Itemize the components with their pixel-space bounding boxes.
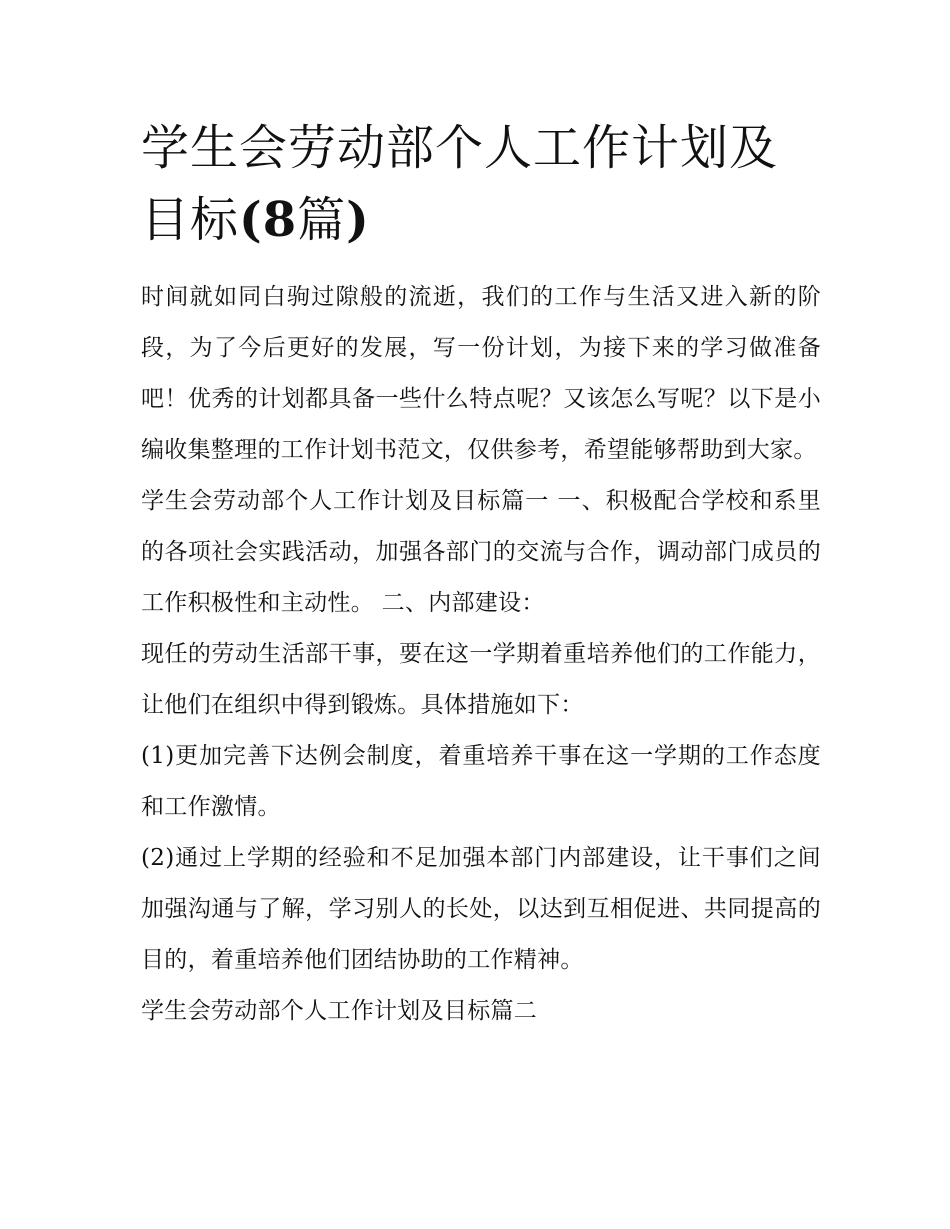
paragraph-section-one: 学生会劳动部个人工作计划及目标篇一 一、积极配合学校和系里的各项社会实践活动，加强各部门的交流与合作，调动部门成员的工作积极性和主动性。 二、内部建设：	[141, 488, 821, 616]
paragraph-measure-2: (2)通过上学期的经验和不足加强本部门内部建设，让干事们之间加强沟通与了解，学习别人的长处，以达到互相促进、共同提高的目的，着重培养他们团结协助的工作精神。	[141, 845, 821, 973]
title-count-open: (8	[239, 192, 298, 248]
paragraph-internal-building: 现任的劳动生活部干事，要在这一学期着重培养他们的工作能力，让他们在组织中得到锻炼。具体措施如下：	[141, 641, 821, 718]
paragraph-measure-1: (1)更加完善下达例会制度，着重培养干事在这一学期的工作态度和工作激情。	[141, 743, 821, 820]
document-title	[141, 112, 821, 256]
title-line-2-prefix: 目标	[141, 192, 240, 248]
document-body	[141, 272, 821, 1037]
paragraph-intro: 时间就如同白驹过隙般的流逝，我们的工作与生活又进入新的阶段，为了今后更好的发展，写一份计划，为接下来的学习做准备吧！优秀的计划都具备一些什么特点呢？又该怎么写呢？以下是小编收集整理的工作计划书范文，仅供参考，希望能够帮助到大家。	[141, 284, 821, 463]
title-line-1: 学生会劳动部个人工作计划及	[141, 120, 779, 176]
paragraph-section-two-heading: 学生会劳动部个人工作计划及目标篇二	[141, 998, 538, 1024]
document-content	[141, 112, 821, 1037]
title-count-close: )	[346, 192, 370, 248]
title-count-unit: 篇	[297, 192, 347, 248]
